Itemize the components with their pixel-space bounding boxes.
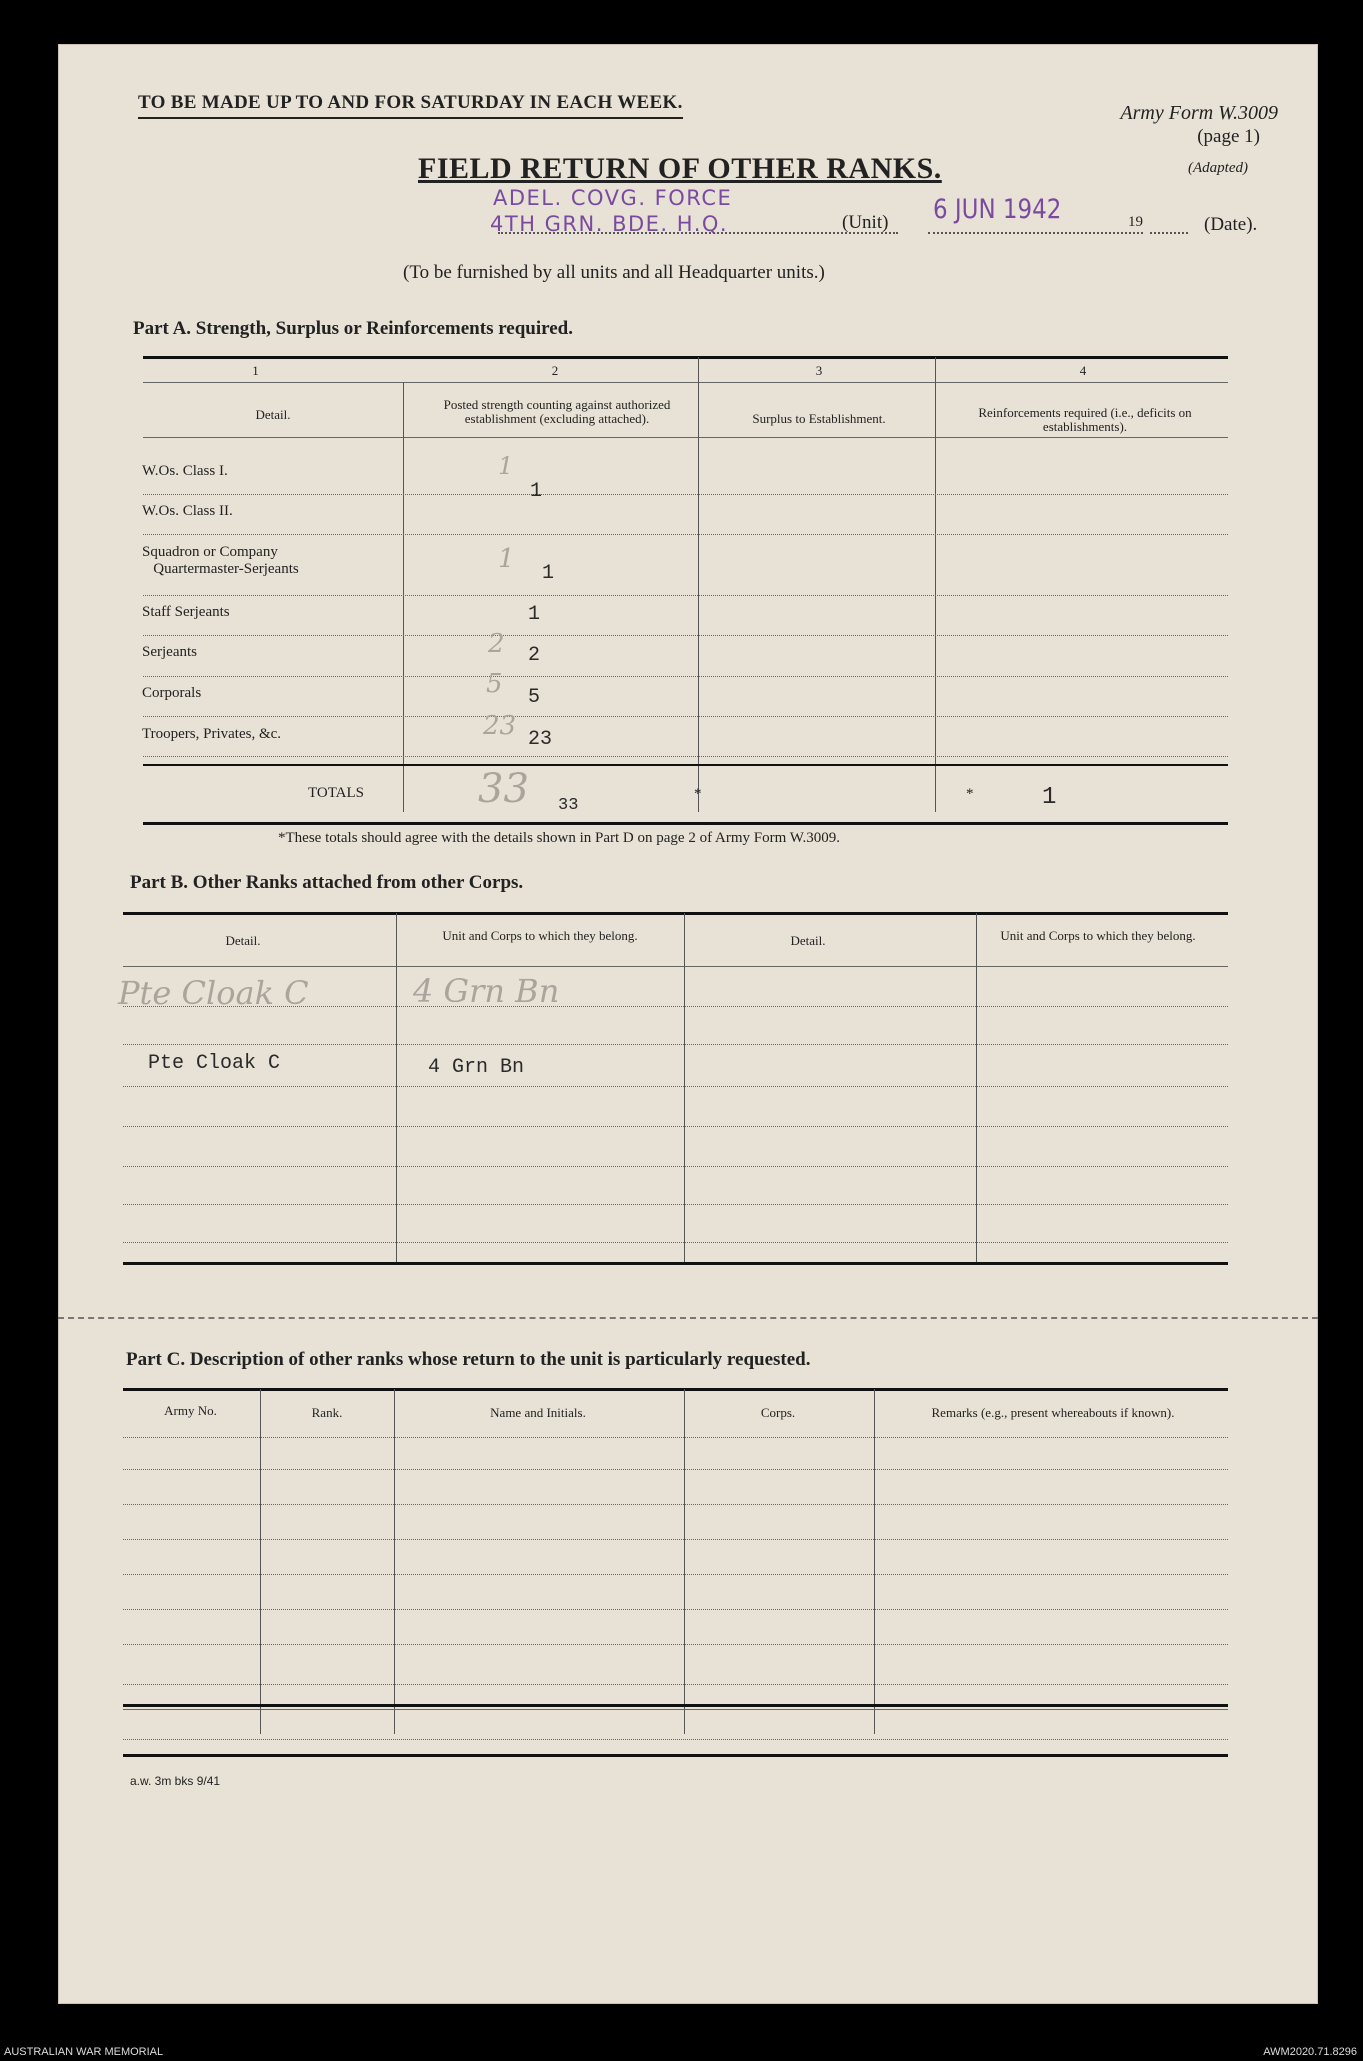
posted-totals: 33 — [558, 796, 579, 815]
part-a-vline-1 — [403, 382, 404, 812]
attached-unit: 4 Grn Bn — [428, 1056, 525, 1079]
row-rule — [123, 1166, 1228, 1167]
part-a-vline-2 — [698, 357, 699, 812]
row-rule — [123, 1644, 1228, 1645]
subtitle: (To be furnished by all units and all Headquarter units.) — [403, 262, 825, 283]
col-number-4: 4 — [1079, 363, 1087, 378]
surplus-totals-mark: * — [694, 786, 702, 802]
part-c-vline-4 — [874, 1389, 875, 1734]
part-c-bottom-rule — [123, 1754, 1228, 1757]
row-rule — [123, 1684, 1228, 1685]
date-field-line — [928, 232, 1143, 234]
unit-stamp-line2: 4TH GRN. BDE. H.Q. — [490, 212, 729, 236]
row-rule — [143, 676, 1228, 677]
row-label-cqms: Squadron or Company Quartermaster-Serjeants — [142, 544, 299, 577]
part-a-bottom-rule — [143, 822, 1228, 825]
posted-wo-class-2: 1 — [530, 480, 543, 503]
row-rule — [123, 1574, 1228, 1575]
row-rule — [123, 1504, 1228, 1505]
posted-serjeants: 2 — [528, 644, 541, 667]
credit-right: AWM2020.71.8296 — [1263, 2046, 1357, 2058]
pencil-totals: 33 — [478, 766, 529, 812]
b-col-header-detail-2: Detail. — [790, 933, 826, 948]
part-a-footnote: *These totals should agree with the details shown in Part D on page 2 of Army Form W.3009. — [278, 830, 841, 846]
pencil-attached-unit: 4 Grn Bn — [413, 972, 560, 1010]
c-col-header-remarks: Remarks (e.g., present whereabouts if known). — [931, 1405, 1175, 1420]
row-rule — [123, 1242, 1228, 1243]
reinf-totals-mark: * — [966, 786, 974, 802]
unit-label: (Unit) — [842, 212, 889, 233]
posted-troopers: 23 — [528, 728, 553, 751]
part-b-top-rule — [123, 912, 1228, 915]
part-c-top-rule — [123, 1388, 1228, 1391]
part-b-bottom-rule — [123, 1262, 1228, 1265]
col-number-2: 2 — [551, 363, 559, 378]
pencil-wo-class-1: 1 — [498, 452, 514, 480]
pencil-attached-detail: Pte Cloak C — [118, 974, 309, 1012]
unit-stamp-line1: ADEL. COVG. FORCE — [493, 186, 733, 210]
c-col-header-rank: Rank. — [311, 1405, 343, 1420]
part-a-header-rule — [143, 437, 1228, 438]
col-number-3: 3 — [815, 363, 823, 378]
row-rule — [143, 756, 1228, 757]
pencil-corporals: 5 — [486, 669, 503, 699]
army-form-number: Army Form W.3009 — [1120, 102, 1278, 124]
part-b-vline-1 — [396, 913, 397, 1263]
c-col-header-name: Name and Initials. — [490, 1405, 586, 1420]
posted-staff-serjeants: 1 — [528, 603, 541, 626]
row-rule — [143, 494, 1228, 495]
col-number-1: 1 — [252, 363, 259, 378]
row-rule — [123, 1539, 1228, 1540]
b-col-header-unit-1: Unit and Corps to which they belong. — [442, 928, 638, 943]
col-header-detail: Detail. — [255, 407, 291, 422]
row-rule — [143, 635, 1228, 636]
row-rule — [123, 1006, 1228, 1007]
b-col-header-unit-2: Unit and Corps to which they belong. — [1000, 928, 1196, 943]
row-label-troopers: Troopers, Privates, &c. — [142, 726, 282, 742]
tear-line — [58, 1317, 1318, 1319]
date-stamp: 6 JUN 1942 — [933, 194, 1062, 225]
c-col-header-corps: Corps. — [760, 1405, 796, 1420]
part-b-vline-2 — [684, 913, 685, 1263]
part-a-number-rule — [143, 382, 1228, 383]
row-label-wo-class-1: W.Os. Class I. — [142, 463, 228, 479]
row-rule — [123, 1469, 1228, 1470]
part-c-vline-2 — [394, 1389, 395, 1734]
part-a-vline-3 — [935, 357, 936, 812]
part-b-heading: Part B. Other Ranks attached from other Corps. — [130, 872, 524, 893]
part-c-heading: Part C. Description of other ranks whose return to the unit is particularly requested. — [126, 1349, 811, 1370]
part-a-top-rule — [143, 356, 1228, 359]
row-rule — [143, 595, 1228, 596]
row-rule — [123, 1739, 1228, 1740]
year-prefix: 19 — [1128, 214, 1143, 230]
part-c-totals-rule — [123, 1704, 1228, 1707]
totals-top-rule — [143, 764, 1228, 766]
part-b-vline-3 — [976, 913, 977, 1263]
page-title: FIELD RETURN OF OTHER RANKS. — [418, 152, 942, 185]
part-a-heading: Part A. Strength, Surplus or Reinforcements required. — [133, 318, 573, 339]
print-code: a.w. 3m bks 9/41 — [130, 1774, 221, 1788]
pencil-serjeants: 2 — [488, 629, 505, 659]
year-field-line — [1150, 232, 1188, 234]
part-c-vline-3 — [684, 1389, 685, 1734]
attached-detail: Pte Cloak C — [148, 1052, 281, 1075]
col-header-surplus: Surplus to Establishment. — [752, 411, 886, 426]
c-col-header-army-no: Army No. — [164, 1403, 217, 1418]
row-label-wo-class-2: W.Os. Class II. — [142, 503, 233, 519]
form-sheet — [58, 44, 1318, 2004]
unit-field-line — [498, 232, 898, 234]
row-rule — [123, 1437, 1228, 1438]
row-label-staff-serjeants: Staff Serjeants — [142, 604, 230, 620]
credit-left: AUSTRALIAN WAR MEMORIAL — [4, 2046, 164, 2058]
part-c-vline-1 — [260, 1389, 261, 1734]
weekly-instruction: TO BE MADE UP TO AND FOR SATURDAY IN EACH WEEK. — [138, 92, 683, 119]
pencil-cqms: 1 — [498, 544, 515, 574]
row-rule — [123, 1204, 1228, 1205]
col-header-reinforcements: Reinforcements required (i.e., deficits on establishments). — [978, 405, 1192, 434]
posted-corporals: 5 — [528, 686, 541, 709]
page-indicator: (page 1) — [1197, 126, 1260, 147]
row-rule — [123, 1086, 1228, 1087]
pencil-troopers: 23 — [483, 711, 517, 741]
date-label: (Date). — [1204, 214, 1258, 235]
row-rule — [123, 1044, 1228, 1045]
b-col-header-detail-1: Detail. — [225, 933, 261, 948]
row-label-corporals: Corporals — [142, 685, 202, 701]
col-header-posted: Posted strength counting against authorized establishment (excluding attached). — [443, 397, 671, 426]
row-rule — [123, 1609, 1228, 1610]
totals-label: TOTALS — [308, 785, 365, 801]
part-b-header-rule — [123, 966, 1228, 967]
row-label-serjeants: Serjeants — [142, 644, 197, 660]
posted-cqms: 1 — [542, 562, 555, 585]
row-rule — [123, 1126, 1228, 1127]
row-rule — [143, 534, 1228, 535]
row-rule — [143, 716, 1228, 717]
reinf-totals-value: 1 — [1042, 784, 1057, 811]
part-c-totals-rule-thin — [123, 1709, 1228, 1710]
adapted-note: (Adapted) — [1188, 160, 1248, 176]
